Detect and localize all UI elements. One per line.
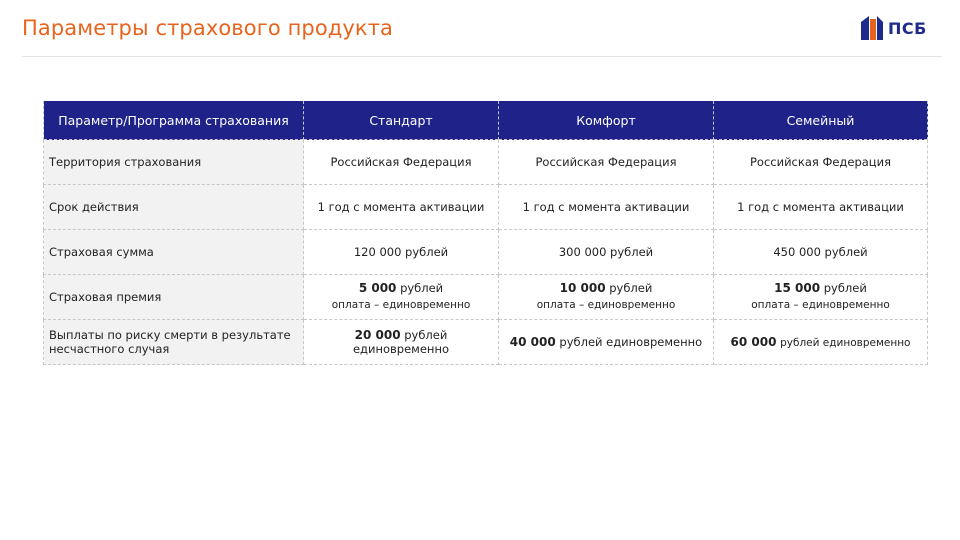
table-row — [44, 230, 928, 275]
column-header-param: Параметр/Программа страхования — [44, 101, 304, 140]
payout-cell — [714, 320, 928, 365]
table-cell: Российская Федерация — [714, 140, 928, 185]
payout-amount: 60 000 — [730, 335, 777, 349]
row-label: Территория страхования — [44, 140, 304, 185]
table-row — [44, 140, 928, 185]
premium-unit: рублей — [400, 281, 444, 295]
table-header-row — [44, 101, 928, 140]
payout-unit: рублей единовременно — [780, 337, 911, 349]
premium-cell — [304, 275, 499, 320]
psb-logo-icon — [861, 16, 883, 40]
column-header-family: Семейный — [714, 101, 928, 140]
table-row — [44, 320, 928, 365]
table-cell: 1 год с момента активации — [304, 185, 499, 230]
row-label: Страховая сумма — [44, 230, 304, 275]
payout-cell — [499, 320, 714, 365]
row-label: Выплаты по риску смерти в результате несчастного случая — [44, 320, 304, 365]
premium-amount: 15 000 — [774, 281, 821, 295]
payout-unit: рублей единовременно — [352, 328, 450, 356]
column-header-comfort: Комфорт — [499, 101, 714, 140]
column-header-standard: Стандарт — [304, 101, 499, 140]
logo-text: ПСБ — [888, 18, 927, 38]
table-cell: Российская Федерация — [499, 140, 714, 185]
table-row — [44, 185, 928, 230]
premium-note: оплата – единовременно — [331, 299, 471, 311]
psb-logo — [861, 16, 927, 40]
table-cell: 1 год с момента активации — [714, 185, 928, 230]
payout-cell — [304, 320, 499, 365]
page-title: Параметры страхового продукта — [22, 16, 394, 40]
table-row — [44, 275, 928, 320]
premium-cell — [499, 275, 714, 320]
payout-unit: рублей единовременно — [559, 335, 703, 349]
payout-amount: 20 000 — [354, 328, 401, 342]
table-cell: 450 000 рублей — [714, 230, 928, 275]
row-label: Страховая премия — [44, 275, 304, 320]
row-label: Срок действия — [44, 185, 304, 230]
insurance-params-table — [43, 101, 928, 365]
premium-note: оплата – единовременно — [751, 299, 890, 311]
title-divider — [22, 56, 942, 57]
premium-amount: 5 000 — [358, 281, 397, 295]
payout-amount: 40 000 — [509, 335, 556, 349]
premium-unit: рублей — [609, 281, 653, 295]
premium-amount: 10 000 — [559, 281, 606, 295]
table-cell: 120 000 рублей — [304, 230, 499, 275]
premium-note: оплата – единовременно — [536, 299, 676, 311]
table-cell: Российская Федерация — [304, 140, 499, 185]
premium-unit: рублей — [823, 281, 867, 295]
table-cell: 300 000 рублей — [499, 230, 714, 275]
table-cell: 1 год с момента активации — [499, 185, 714, 230]
premium-cell — [714, 275, 928, 320]
